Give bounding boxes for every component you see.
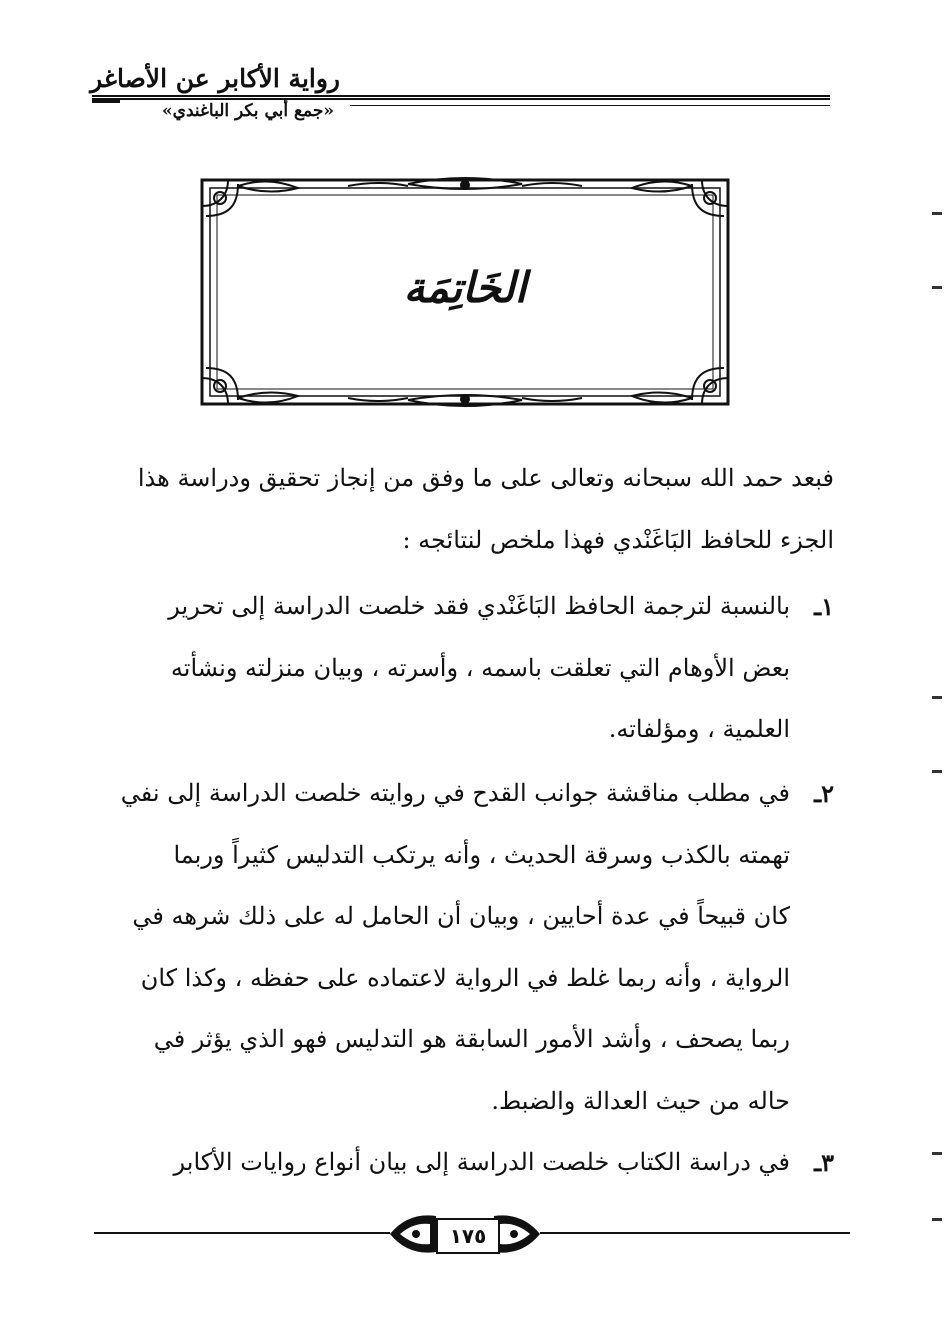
scan-edge-mark [932, 770, 942, 773]
frame-corner-bottom-left [202, 368, 298, 404]
header-rule [92, 95, 830, 100]
page-number: ١٧٥ [436, 1218, 500, 1254]
item-line: ربما يصحف ، وأشد الأمور السابقة هو التدليس فهو الذي يؤثر في [153, 1025, 790, 1053]
intro-line: الجزء للحافظ البَاغَنْدي فهذا ملخص لنتائجه : [402, 525, 834, 554]
item-line: في مطلب مناقشة جوانب القدح في روايته خلصت الدراسة إلى نفي [120, 779, 790, 807]
frame-corner-top-left [202, 180, 298, 216]
footer-rule-left [94, 1232, 390, 1234]
header-rule-thin [350, 105, 830, 106]
item-line: العلمية ، ومؤلفاته. [608, 715, 790, 743]
item-line: بعض الأوهام التي تعلقت باسمه ، وأسرته ، وبيان منزلته ونشأته [170, 653, 790, 682]
item-number: ٢ـ [814, 779, 834, 808]
intro-paragraph [114, 448, 834, 571]
item-line: الرواية ، وأنه ربما غلط في الرواية لاعتماده على حفظه ، وكذا كان [140, 963, 790, 992]
scan-edge-mark [932, 1218, 942, 1221]
item-line: بالنسبة لترجمة الحافظ البَاغَنْدي فقد خلصت الدراسة إلى تحرير [168, 592, 790, 620]
item-line: كان قبيحاً في عدة أحايين ، وبيان أن الحامل له على ذلك شرهه في [132, 902, 790, 930]
item-number: ٣ـ [814, 1148, 834, 1177]
frame-corner-bottom-right [632, 368, 728, 404]
scan-edge-mark [932, 1152, 942, 1155]
running-header-subtitle: «جمع أبي بكر الباغندي» [162, 101, 334, 121]
chapter-title: الخَاتِمَة [403, 263, 527, 312]
intro-line: فبعد حمد الله سبحانه وتعالى على ما وفق من إنجاز تحقيق ودراسة هذا [137, 464, 834, 492]
footer-rule-right [540, 1232, 850, 1234]
frame-corner-top-right [632, 180, 728, 216]
scan-edge-mark [932, 212, 942, 215]
header-rule-end [92, 98, 120, 103]
running-header-title: رواية الأكابر عن الأصاغر [90, 64, 340, 93]
scan-edge-mark [932, 286, 942, 289]
item-number: ١ـ [814, 592, 834, 621]
item-line: حاله من حيث العدالة والضبط. [491, 1086, 790, 1115]
item-line: في دراسة الكتاب خلصت الدراسة إلى بيان أنواع روايات الأكابر [173, 1148, 790, 1176]
scan-edge-mark [932, 696, 942, 699]
item-line: تهمته بالكذب وسرقة الحديث ، وأنه يرتكب التدليس كثيراً وربما [173, 840, 790, 869]
